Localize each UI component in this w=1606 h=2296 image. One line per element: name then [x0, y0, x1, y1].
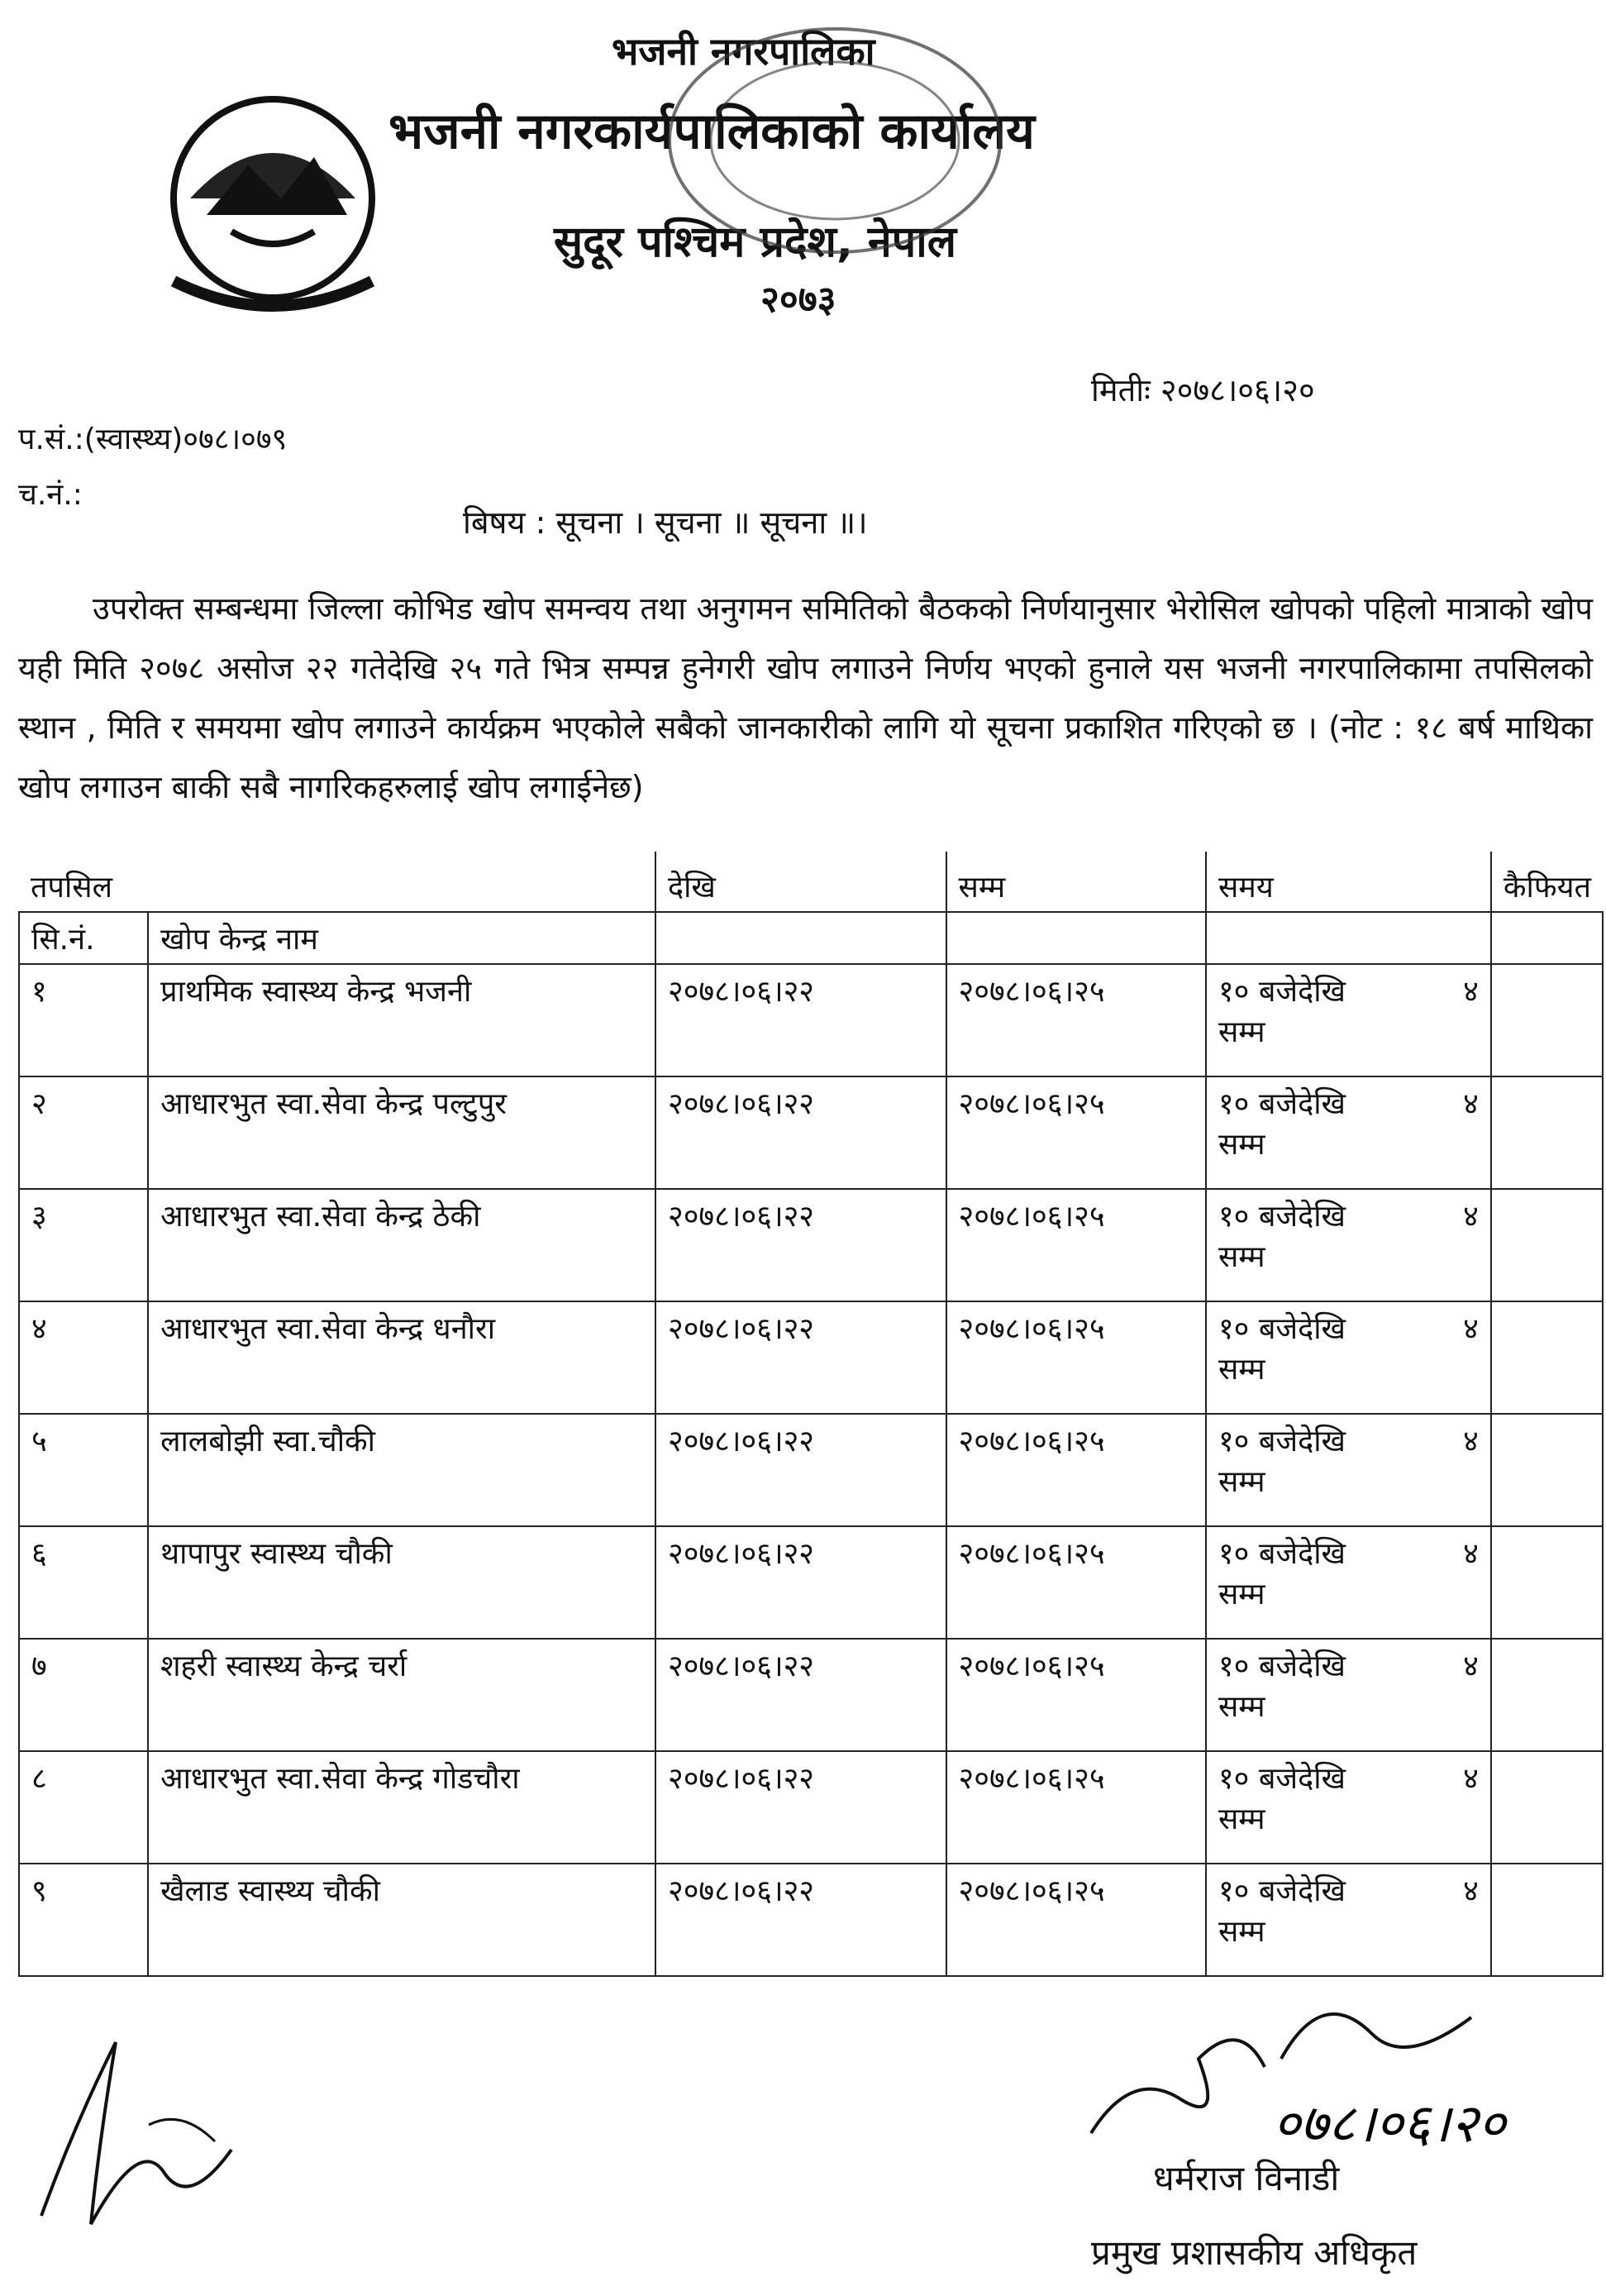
row-from-date: २०७८।०६।२२ — [655, 1864, 946, 1976]
row-remarks — [1491, 1639, 1603, 1751]
handwritten-signature-right — [1058, 1968, 1606, 2166]
row-to-date: २०७८।०६।२५ — [946, 1864, 1206, 1976]
row-time-until: सम्म — [1218, 1578, 1265, 1611]
table-row — [19, 1864, 1603, 1976]
row-remarks — [1491, 1076, 1603, 1189]
row-serial: १ — [19, 964, 148, 1076]
province-name: सुदूर पश्चिम प्रदेश, नेपाल — [554, 217, 956, 267]
row-to-date: २०७८।०६।२५ — [946, 1526, 1206, 1639]
row-center-name: खैलाड स्वास्थ्य चौकी — [148, 1864, 655, 1976]
row-serial: ९ — [19, 1864, 148, 1976]
municipality-name: भजनी नगरपालिका — [612, 29, 875, 74]
empty-cell — [946, 912, 1206, 964]
row-center-name: लालबोझी स्वा.चौकी — [148, 1414, 655, 1526]
row-center-name: शहरी स्वास्थ्य केन्द्र चर्रा — [148, 1639, 655, 1751]
row-time-until: सम्म — [1218, 1128, 1265, 1162]
row-time-until: सम्म — [1218, 1802, 1265, 1836]
row-time-start: १० बजेदेखि — [1218, 1312, 1346, 1346]
header-from: देखि — [655, 852, 946, 912]
row-time-end: ४ — [1463, 1537, 1479, 1571]
row-time-until: सम्म — [1218, 1353, 1265, 1387]
table-row — [19, 1414, 1603, 1526]
row-to-date: २०७८।०६।२५ — [946, 964, 1206, 1076]
row-time-until: सम्म — [1218, 1015, 1265, 1049]
header-time: समय — [1206, 852, 1491, 912]
table-row — [19, 1526, 1603, 1639]
row-time-end: ४ — [1463, 975, 1479, 1009]
row-center-name: प्राथमिक स्वास्थ्य केन्द्र भजनी — [148, 964, 655, 1076]
table-row — [19, 1076, 1603, 1189]
row-to-date: २०७८।०६।२५ — [946, 1076, 1206, 1189]
row-time-until: सम्म — [1218, 1240, 1265, 1274]
row-center-name: आधारभुत स्वा.सेवा केन्द्र गोडचौरा — [148, 1751, 655, 1864]
row-time-start: १० बजेदेखि — [1218, 1200, 1346, 1234]
row-serial: ६ — [19, 1526, 148, 1639]
row-time-start: १० बजेदेखि — [1218, 1425, 1346, 1458]
row-time-end: ४ — [1463, 1087, 1479, 1121]
row-center-name: आधारभुत स्वा.सेवा केन्द्र पल्टुपुर — [148, 1076, 655, 1189]
header-name: खोप केन्द्र नाम — [148, 912, 655, 964]
row-serial: ४ — [19, 1301, 148, 1414]
table-caption-row — [19, 852, 1603, 912]
office-stamp — [661, 17, 1008, 265]
row-time — [1206, 1414, 1491, 1526]
row-from-date: २०७८।०६।२२ — [655, 1526, 946, 1639]
header-to: सम्म — [946, 852, 1206, 912]
row-time-end: ४ — [1463, 1425, 1479, 1458]
row-time-end: ४ — [1463, 1762, 1479, 1796]
row-time — [1206, 1751, 1491, 1864]
office-name: भजनी नगरकार्यपालिकाको कार्यालय — [388, 103, 1035, 160]
row-from-date: २०७८।०६।२२ — [655, 1751, 946, 1864]
row-to-date: २०७८।०६।२५ — [946, 1751, 1206, 1864]
row-serial: ५ — [19, 1414, 148, 1526]
dispatch-number: च.नं.: — [18, 478, 83, 512]
signer-name: धर्मराज विनाडी — [1153, 2158, 1340, 2198]
header-sn: सि.नं. — [19, 912, 148, 964]
established-year: २०७३ — [760, 279, 836, 321]
row-to-date: २०७८।०६।२५ — [946, 1414, 1206, 1526]
row-serial: ८ — [19, 1751, 148, 1864]
row-time — [1206, 1526, 1491, 1639]
row-time-end: ४ — [1463, 1200, 1479, 1234]
row-time — [1206, 964, 1491, 1076]
row-remarks — [1491, 1301, 1603, 1414]
row-from-date: २०७८।०६।२२ — [655, 964, 946, 1076]
row-to-date: २०७८।०६।२५ — [946, 1189, 1206, 1301]
row-time-start: १० बजेदेखि — [1218, 1762, 1346, 1796]
table-header-row — [19, 912, 1603, 964]
row-center-name: आधारभुत स्वा.सेवा केन्द्र धनौरा — [148, 1301, 655, 1414]
vaccination-schedule-table — [18, 852, 1604, 1977]
signer-title: प्रमुख प्रशासकीय अधिकृत — [1091, 2232, 1418, 2273]
row-remarks — [1491, 1526, 1603, 1639]
row-time — [1206, 1189, 1491, 1301]
nepal-emblem-icon — [157, 91, 388, 314]
row-remarks — [1491, 1189, 1603, 1301]
row-time — [1206, 1301, 1491, 1414]
row-time-end: ४ — [1463, 1874, 1479, 1908]
row-from-date: २०७८।०६।२२ — [655, 1301, 946, 1414]
row-time — [1206, 1639, 1491, 1751]
row-remarks — [1491, 1414, 1603, 1526]
empty-cell — [1206, 912, 1491, 964]
table-row — [19, 1189, 1603, 1301]
row-serial: ३ — [19, 1189, 148, 1301]
row-time-start: १० बजेदेखि — [1218, 1874, 1346, 1908]
row-center-name: थापापुर स्वास्थ्य चौकी — [148, 1526, 655, 1639]
table-row — [19, 1301, 1603, 1414]
row-from-date: २०७८।०६।२२ — [655, 1639, 946, 1751]
row-from-date: २०७८।०६।२२ — [655, 1414, 946, 1526]
subject-line: बिषय : सूचना । सूचना ॥ सूचना ॥। — [463, 504, 868, 541]
handwritten-signature-left — [25, 2009, 273, 2257]
row-time-end: ४ — [1463, 1649, 1479, 1683]
row-serial: २ — [19, 1076, 148, 1189]
row-time-start: १० बजेदेखि — [1218, 1649, 1346, 1683]
table-caption: तपसिल — [19, 852, 655, 912]
row-time-start: १० बजेदेखि — [1218, 1537, 1346, 1571]
row-time-until: सम्म — [1218, 1915, 1265, 1949]
row-time — [1206, 1076, 1491, 1189]
empty-cell — [1491, 912, 1603, 964]
row-time-until: सम्म — [1218, 1690, 1265, 1724]
table-row — [19, 964, 1603, 1076]
row-to-date: २०७८।०६।२५ — [946, 1301, 1206, 1414]
notice-body: उपरोक्त सम्बन्धमा जिल्ला कोभिड खोप समन्वय तथा अनुगमन समितिको बैठकको निर्णयानुसार भेरोसिल खोपको पहिलो मात्राको खोप यही मिति २०७८ असोज २२ गतेदेखि २५ गते भित्र सम्पन्न हुनेगरी खोप लगाउने निर्णय भएको हुनाले यस भजनी नगरपालिकामा तपसिलको स्थान , मिति र समयमा खोप लगाउने कार्यक्रम भएकोले सबैको जानकारीको लागि यो सूचना प्रकाशित गरिएको छ । (नोट : १८ बर्ष माथिका खोप लगाउन बाकी सबै नागरिकहरुलाई खोप लगाईनेछ) — [18, 590, 1593, 805]
row-to-date: २०७८।०६।२५ — [946, 1639, 1206, 1751]
row-time-start: १० बजेदेखि — [1218, 1087, 1346, 1121]
header-remarks: कैफियत — [1491, 852, 1603, 912]
table-row — [19, 1751, 1603, 1864]
row-center-name: आधारभुत स्वा.सेवा केन्द्र ठेकी — [148, 1189, 655, 1301]
row-time — [1206, 1864, 1491, 1976]
row-remarks — [1491, 1751, 1603, 1864]
empty-cell — [655, 912, 946, 964]
reference-number: प.सं.:(स्वास्थ्य)०७८।०७९ — [18, 422, 288, 456]
row-remarks — [1491, 1864, 1603, 1976]
row-time-until: सम्म — [1218, 1465, 1265, 1499]
handwritten-date: ०७८।०६।२० — [1273, 2093, 1506, 2155]
row-serial: ७ — [19, 1639, 148, 1751]
row-from-date: २०७८।०६।२२ — [655, 1076, 946, 1189]
row-time-end: ४ — [1463, 1312, 1479, 1346]
row-remarks — [1491, 964, 1603, 1076]
table-row — [19, 1639, 1603, 1751]
row-time-start: १० बजेदेखि — [1218, 975, 1346, 1009]
issue-date: मितीः २०७८।०६।२० — [1091, 372, 1315, 408]
row-from-date: २०७८।०६।२२ — [655, 1189, 946, 1301]
